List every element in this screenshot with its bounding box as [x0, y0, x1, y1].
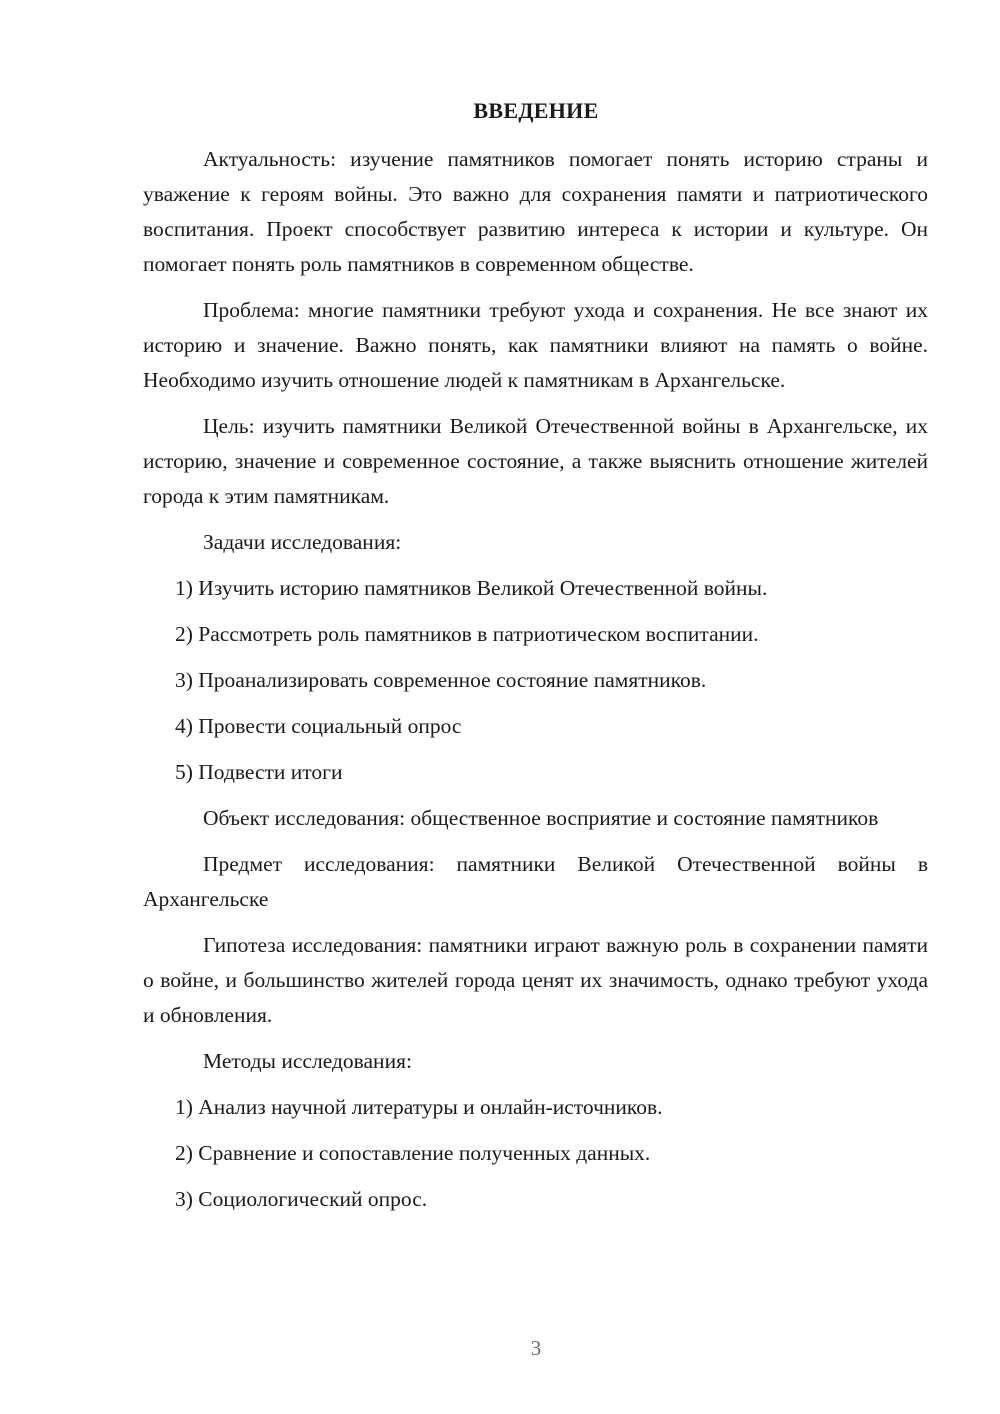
document-body — [143, 142, 928, 1228]
methods-label: Методы исследования: — [203, 1049, 412, 1073]
subject-paragraph: Предмет исследования: памятники Великой Отечественной войны в Архангельске — [143, 852, 928, 911]
list-item: 1) Анализ научной литературы и онлайн-источников. — [175, 1095, 663, 1119]
page-heading: ВВЕДЕНИЕ — [473, 98, 599, 123]
methods-list — [143, 1090, 928, 1217]
list-item: 2) Рассмотреть роль памятников в патриотическом воспитании. — [175, 622, 759, 646]
list-item: 3) Социологический опрос. — [175, 1187, 428, 1211]
list-item: 1) Изучить историю памятников Великой Отечественной войны. — [175, 576, 768, 600]
tasks-label: Задачи исследования: — [203, 530, 402, 554]
page-number: 3 — [530, 1336, 542, 1360]
goal-paragraph: Цель: изучить памятники Великой Отечественной войны в Архангельске, их историю, значение и современное состояние, а также выяснить отношение жителей города к этим памятникам. — [143, 414, 928, 508]
problem-paragraph: Проблема: многие памятники требуют ухода и сохранения. Не все знают их историю и значение. Важно понять, как памятники влияют на память о войне. Необходимо изучить отношение людей к памятникам в Архангельске. — [143, 298, 928, 392]
list-item: 4) Провести социальный опрос — [175, 714, 462, 738]
tasks-list — [143, 571, 928, 790]
object-paragraph: Объект исследования: общественное восприятие и состояние памятников — [203, 806, 879, 830]
list-item: 2) Сравнение и сопоставление полученных данных. — [175, 1141, 651, 1165]
hypothesis-paragraph: Гипотеза исследования: памятники играют важную роль в сохранении памяти о войне, и большинство жителей города ценят их значимость, однако требуют ухода и обновления. — [143, 933, 928, 1027]
list-item: 5) Подвести итоги — [175, 760, 343, 784]
relevance-paragraph: Актуальность: изучение памятников помогает понять историю страны и уважение к героям войны. Это важно для сохранения памяти и патриотического воспитания. Проект способствует развитию интереса к истории и культуре. Он помогает понять роль памятников в современном обществе. — [143, 147, 928, 276]
list-item: 3) Проанализировать современное состояние памятников. — [175, 668, 707, 692]
